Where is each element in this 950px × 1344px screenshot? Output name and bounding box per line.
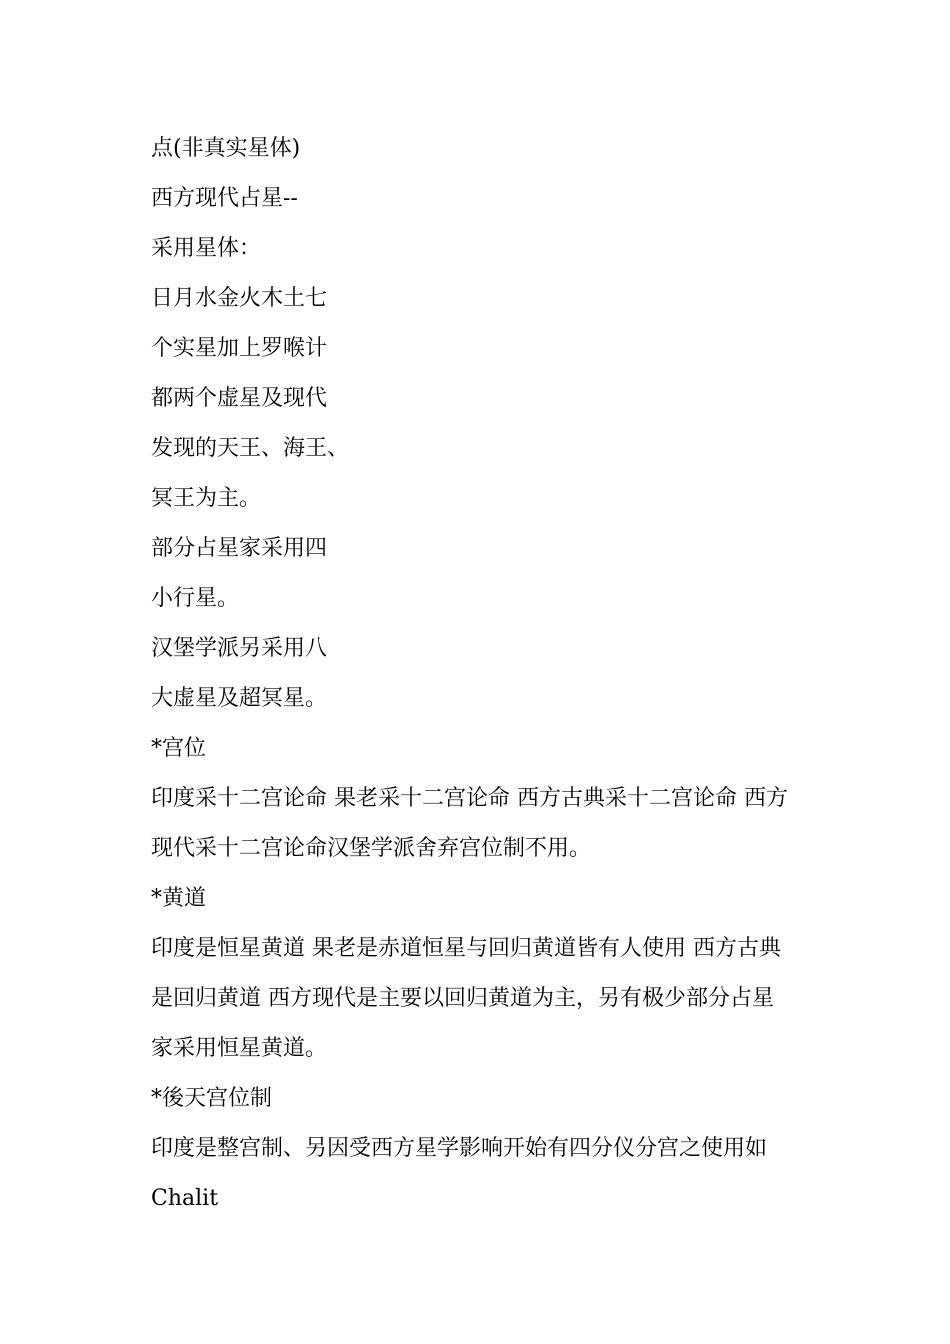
section-heading-zodiac: *黄道 (151, 886, 207, 911)
text-line: 印度采十二宫论命 果老采十二宫论命 西方古典采十二宫论命 西方 (151, 786, 788, 811)
text-line: 印度是恒星黄道 果老是赤道恒星与回归黄道皆有人使用 西方古典 (151, 936, 781, 961)
text-line: 发现的天王、海王、 (151, 436, 350, 461)
text-line: 大虚星及超冥星。 (151, 686, 328, 711)
text-line: 都两个虚星及现代 (151, 386, 328, 411)
text-line: 日月水金火木土七 (151, 286, 328, 311)
text-line: Chalit (151, 1186, 219, 1211)
section-heading-house-system: *後天宫位制 (151, 1086, 273, 1111)
text-line: 西方现代占星-- (151, 186, 298, 211)
text-line: 印度是整宫制、另因受西方星学影响开始有四分仪分宫之使用如 (151, 1136, 768, 1161)
text-line: 小行星。 (151, 586, 240, 611)
document-body (151, 124, 801, 1224)
section-heading-houses: *宫位 (151, 736, 207, 761)
text-line: 采用星体： (151, 236, 262, 261)
text-line: 是回归黄道 西方现代是主要以回归黄道为主，另有极少部分占星 (151, 986, 774, 1011)
text-line: 个实星加上罗喉计 (151, 336, 328, 361)
text-line: 部分占星家采用四 (151, 536, 328, 561)
text-line: 家采用恒星黄道。 (151, 1036, 328, 1061)
text-line: 现代采十二宫论命汉堡学派舍弃宫位制不用。 (151, 836, 592, 861)
text-line: 冥王为主。 (151, 486, 262, 511)
text-line: 点(非真实星体) (151, 136, 301, 161)
text-line: 汉堡学派另采用八 (151, 636, 328, 661)
